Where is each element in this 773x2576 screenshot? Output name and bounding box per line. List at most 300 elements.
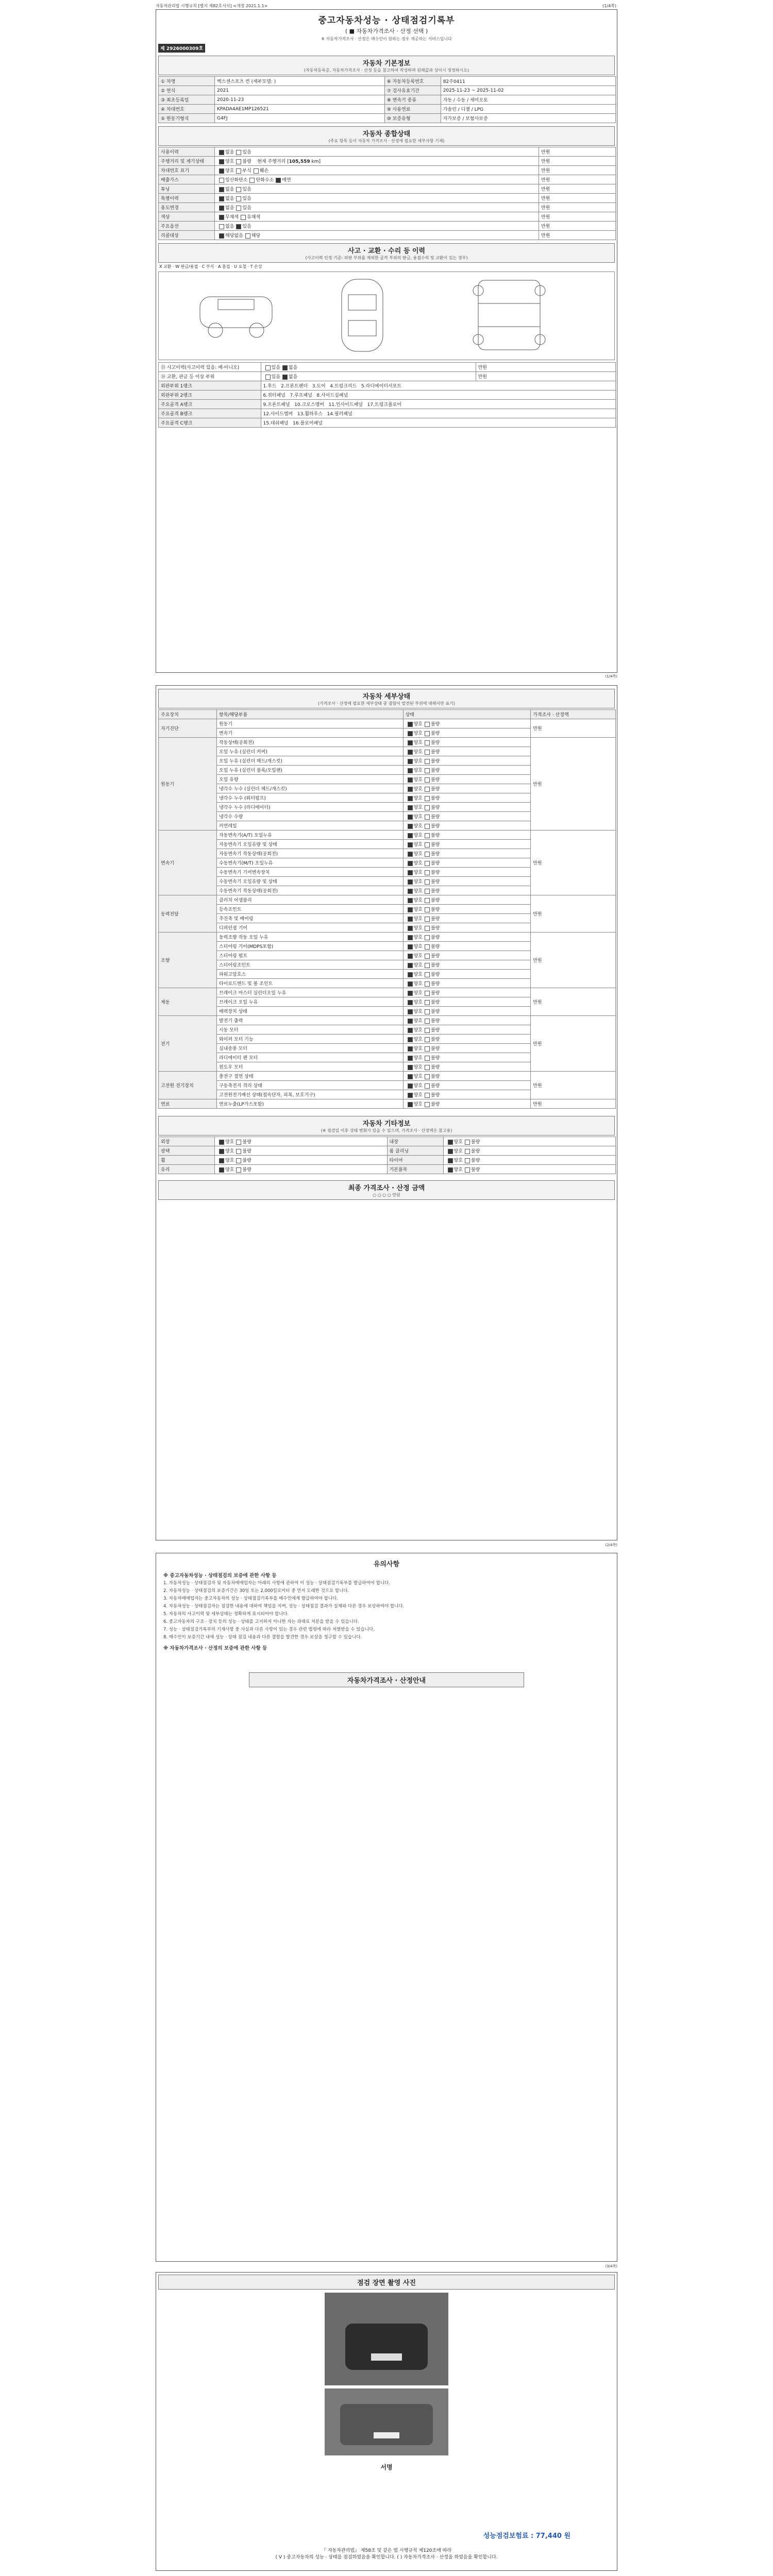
price-cell: 만원 [539,194,616,203]
checkbox[interactable] [425,1009,430,1014]
checkbox[interactable] [408,731,413,736]
status-cell: 양호 불량 [403,728,531,738]
status-cell: 양호 불량 [403,858,531,868]
checkbox[interactable] [408,740,413,745]
column-header: 상태 [403,710,531,719]
table-row [159,372,616,381]
cell: 2021 [215,86,385,95]
checkbox[interactable] [425,889,430,894]
checkbox[interactable] [236,150,241,155]
cell: 자동 / 수동 / 세미오토 [441,95,615,105]
checkbox[interactable] [408,1056,413,1061]
item-label: 브레이크 오일 누유 [216,997,403,1007]
checkbox[interactable] [249,178,255,183]
summary-table [158,147,616,240]
item-label: 발전기 출력 [216,1016,403,1025]
checkbox[interactable] [408,852,413,857]
notice-item: 6. 중고자동차의 구조 · 장치 등의 성능 · 상태를 고지하지 아니한 자는 과태료 처분을 받을 수 있습니다. [163,1619,359,1624]
checkbox[interactable] [425,805,430,810]
section-label: 자기진단 [159,719,217,738]
checkbox[interactable] [219,215,224,220]
checkbox[interactable] [425,750,430,755]
checkbox[interactable] [245,233,250,239]
item-label: 타이어 [387,1156,443,1165]
table-row [159,157,616,166]
status-cell: 양호 불량 [403,905,531,914]
checkbox[interactable] [408,898,413,903]
status-cell: 양호 불량 [403,997,531,1007]
checkbox[interactable] [408,842,413,848]
damage-legend: X 교환 · W 판금/용접 · C 부식 · A 흠집 · U 요철 · T 손상 [159,264,262,269]
checkbox[interactable] [408,722,413,727]
status-cell: 양호 불량 [443,1137,616,1146]
inspection-photo-front [325,2293,448,2385]
checkbox-cell: 있음 없음 [261,363,476,372]
checkbox[interactable] [408,815,413,820]
cell: 외판부위 1랭크 [159,381,261,391]
item-label: 내장 [387,1137,443,1146]
table-row [159,1016,616,1025]
cell: 배출가스 [159,175,215,184]
checkbox[interactable] [219,1140,224,1145]
notice-subheading: ※ 중고자동차성능 · 상태점검의 보증에 관한 사항 등 [163,1573,277,1579]
status-cell: 양호 불량 [403,831,531,840]
cell: 가솔린 / 디젤 / LPG [441,105,615,114]
checkbox[interactable] [219,1149,224,1154]
page-footer: (1/4쪽) [605,674,617,679]
checkbox[interactable] [408,1093,413,1098]
cell: ⑥ 자동차등록번호 [384,77,441,86]
checkbox[interactable] [465,1158,470,1163]
checkbox[interactable] [448,1140,453,1145]
basic-info-note: (자동차등록증, 자동차가격조사 · 산정 등을 참고하여 작성하며 원래값과 상이시 정정하시오) [304,68,469,73]
checkbox[interactable] [254,168,259,174]
checkbox[interactable] [408,759,413,764]
section-label: 연료 [159,1099,217,1109]
checkbox[interactable] [219,196,224,201]
pricing-guide-box: 자동차가격조사 · 산정안내 [249,1672,524,1687]
item-label: 자동변속기 작동상태(공회전) [216,849,403,858]
status-cell: 양호 불량 [403,1072,531,1081]
checkbox[interactable] [236,187,241,192]
car-top-diagram [329,274,396,357]
status-cell: 양호 불량 [403,803,531,812]
item-label: 냉각수 누수 (워터펌프) [216,793,403,803]
checkbox[interactable] [219,150,224,155]
checkbox[interactable] [408,907,413,912]
cell: 외판부위 2랭크 [159,391,261,400]
photo-title: 점검 장면 촬영 사진 [158,2275,615,2290]
checkbox[interactable] [425,1093,430,1098]
footer-statement [156,2547,617,2560]
column-header: 항목/해당부품 [216,710,403,719]
checkbox[interactable] [219,1167,224,1173]
car-frame-diagram [458,275,561,355]
item-label: 충전구 절연 상태 [216,1072,403,1081]
checkbox[interactable] [425,1046,430,1052]
cell: 주요옵션 [159,222,215,231]
price-cell: 만원 [539,203,616,212]
checkbox[interactable] [282,375,288,380]
status-cell: 양호 불량 [403,738,531,747]
notice-item: 3. 자동차매매업자는 중고자동차의 성능 · 상태점검기록부를 매수인에게 발급하여야 합니다. [163,1596,338,1601]
checkbox[interactable] [408,1083,413,1089]
table-row [159,895,616,905]
item-label: 스티어링조인트 [216,960,403,970]
checkbox[interactable] [408,991,413,996]
checkbox[interactable] [408,1074,413,1079]
cell: 차대번호 표기 [159,166,215,175]
checkbox-cell: 없음 있음 [215,194,539,203]
status-cell: 양호 불량 [403,914,531,923]
checkbox[interactable] [425,954,430,959]
car-diagram [158,272,615,360]
cell: ⑦ 검사유효기간 [384,86,441,95]
checkbox[interactable] [425,935,430,940]
insurance-fee: 성능점검보험료 : 77,440 원 [483,2532,570,2540]
checkbox[interactable] [425,722,430,727]
checkbox[interactable] [408,768,413,773]
cell: 색상 [159,212,215,222]
checkbox-cell: 무채색 유채색 [215,212,539,222]
checkbox[interactable] [219,159,224,164]
checkbox[interactable] [425,815,430,820]
signature-label: 서명 [380,2464,393,2471]
checkbox[interactable] [408,861,413,866]
table-row [159,222,616,231]
checkbox[interactable] [219,1158,224,1163]
status-cell: 양호 불량 [215,1156,388,1165]
price-cell: 만원 [539,157,616,166]
other-header [158,1116,615,1136]
item-label: 수동변속기 오일유량 및 상태 [216,877,403,886]
summary-header [158,126,615,146]
price-cell: 만원 [531,831,616,895]
document-title-block [156,10,617,42]
table-row [159,184,616,194]
checkbox[interactable] [219,178,224,183]
table-row [159,988,616,997]
item-label: 디퍼런셜 기어 [216,923,403,933]
status-cell: 양호 불량 [403,812,531,821]
item-label: 추진축 및 베어링 [216,914,403,923]
status-cell: 양호 불량 [403,979,531,988]
mileage-cell: 양호 불량 현재 주행거리 [105,559 km] [215,157,539,166]
cell: 9.프론트패널 10.크로스멤버 11.인사이드패널 17.트렁크플로어 [261,400,615,409]
checkbox[interactable] [448,1167,453,1173]
checkbox[interactable] [282,365,288,370]
table-row [159,175,616,184]
checkbox[interactable] [425,1083,430,1089]
page-2 [156,685,617,1540]
summary-heading: 자동차 종합상태 [362,130,411,138]
status-cell: 양호 불량 [403,960,531,970]
checkbox[interactable] [425,777,430,783]
checkbox[interactable] [236,196,241,201]
status-cell: 양호 불량 [403,951,531,960]
checkbox[interactable] [408,972,413,977]
car-side-diagram [190,276,282,353]
checkbox[interactable] [425,898,430,903]
document-subtitle: ( ■ 자동차가격조사 · 산정 선택 ) [345,28,428,35]
cell: 주요골격 A랭크 [159,400,261,409]
notice-subheading: ※ 자동차가격조사 · 산정의 보증에 관한 사항 등 [163,1646,267,1651]
checkbox[interactable] [425,759,430,764]
checkbox[interactable] [408,963,413,968]
cell: ① 차명 [159,77,215,86]
cell: ⑩ 보증유형 [384,114,441,123]
status-cell: 양호 불량 [403,886,531,895]
price-cell: 만원 [531,1016,616,1072]
checkbox[interactable] [408,1019,413,1024]
cell: 15.대쉬패널 16.플로어패널 [261,418,615,428]
notice-item: 1. 자동차성능 · 상태점검자 및 자동차매매업자는 아래의 사항에 관하여 이 성능 · 상태점검기록부를 발급하여야 합니다. [163,1581,390,1586]
cell: ⑧ 변속기 종류 [384,95,441,105]
checkbox[interactable] [408,750,413,755]
checkbox[interactable] [219,187,224,192]
price-cell: 만원 [539,166,616,175]
table-row [159,738,616,747]
item-label: 윈도우 모터 [216,1062,403,1072]
checkbox[interactable] [265,365,271,370]
checkbox[interactable] [465,1149,470,1154]
section-label: 동력전달 [159,895,217,933]
table-row [159,719,616,728]
item-label: 오일 누유 (실린더 헤드/개스킷) [216,756,403,766]
item-label: 원동기 [216,719,403,728]
status-cell: 양호 불량 [403,895,531,905]
checkbox[interactable] [425,972,430,977]
checkbox[interactable] [408,796,413,801]
item-label: 브레이크 마스터 실린더오일 누유 [216,988,403,997]
table-row [159,409,616,418]
table-row [159,77,616,86]
status-cell: 양호 불량 [403,942,531,951]
checkbox[interactable] [465,1167,470,1173]
document-number: 제 2926000309호 [158,44,205,53]
cell: 1.후드 2.프론트펜더 3.도어 4.트렁크리드 5.라디에이터서포트 [261,381,615,391]
checkbox[interactable] [236,1167,241,1173]
item-label: 자동변속기 오일유량 및 상태 [216,840,403,849]
cell: 용도변경 [159,203,215,212]
checkbox[interactable] [408,870,413,875]
checkbox[interactable] [241,215,246,220]
cell: G4FJ [215,114,385,123]
checkbox[interactable] [425,944,430,950]
item-label: 고전원전기배선 상태(접속단자, 피복, 보호기구) [216,1090,403,1099]
basic-info-table [158,76,616,123]
checkbox[interactable] [425,1074,430,1079]
checkbox[interactable] [408,879,413,885]
item-label: 변속기 [216,728,403,738]
item-label: 파워고압호스 [216,970,403,979]
checkbox[interactable] [236,1158,241,1163]
item-label: 냉각수 누수 (라디에이터) [216,803,403,812]
checkbox[interactable] [425,842,430,848]
checkbox[interactable] [425,787,430,792]
checkbox[interactable] [408,981,413,987]
checkbox[interactable] [425,907,430,912]
table-row [159,391,616,400]
checkbox[interactable] [425,1028,430,1033]
page-3 [156,1553,617,2262]
cell: 벡스센스포츠 컨 (세부모델: ) [215,77,385,86]
checkbox[interactable] [425,852,430,857]
status-cell: 양호 불량 [215,1137,388,1146]
cell: 특별이력 [159,194,215,203]
cell: ③ 최초등록일 [159,95,215,105]
item-label: 커먼레일 [216,821,403,831]
checkbox[interactable] [408,1028,413,1033]
checkbox[interactable] [425,981,430,987]
other-note: (※ 점검일 이후 상태 변화가 있을 수 있으며, 가격조사 · 산정액은 참고용) [321,1128,452,1133]
checkbox[interactable] [425,796,430,801]
checkbox[interactable] [425,731,430,736]
cell: 2020-11-23 [215,95,385,105]
table-row [159,1099,616,1109]
status-cell: 양호 불량 [403,793,531,803]
checkbox[interactable] [425,963,430,968]
status-cell: 양호 불량 [403,1016,531,1025]
price-cell: 만원 [531,719,616,738]
checkbox[interactable] [408,926,413,931]
section-label: 원동기 [159,738,217,831]
checkbox[interactable] [408,1000,413,1005]
item-label: 구동축전지 격리 상태 [216,1081,403,1090]
cell: 12.사이드멤버 13.휠하우스 14.필러패널 [261,409,615,418]
checkbox-cell: 있음 없음 [261,372,476,381]
status-cell: 양호 불량 [403,1035,531,1044]
status-cell: 양호 불량 [403,840,531,849]
table-row [159,1156,616,1165]
checkbox[interactable] [236,159,241,164]
price-cell: 만원 [539,222,616,231]
table-row [159,231,616,240]
checkbox[interactable] [465,1140,470,1145]
page-4 [156,2272,617,2571]
notice-item: 4. 자동차성능 · 상태점검자는 점검한 내용에 대하여 책임을 지며, 성능 · 상태점검 결과가 실제와 다른 경우 보상하여야 합니다. [163,1604,405,1609]
document-subnote: ※ 자동차가격조사 · 산정은 매수인이 원하는 경우 제공하는 서비스입니다 [321,37,452,41]
table-row [159,1137,616,1146]
price-cell: 만원 [476,372,615,381]
checkbox[interactable] [408,944,413,950]
checkbox[interactable] [448,1158,453,1163]
accident-table [158,362,616,428]
checkbox[interactable] [425,1019,430,1024]
status-cell: 양호 불량 [403,1044,531,1053]
checkbox[interactable] [236,206,241,211]
checkbox[interactable] [408,954,413,959]
page-footer: (3/4쪽) [605,2264,617,2268]
checkbox[interactable] [408,833,413,838]
checkbox[interactable] [425,768,430,773]
item-label: 실내송풍 모터 [216,1044,403,1053]
checkbox[interactable] [408,777,413,783]
checkbox[interactable] [425,861,430,866]
cell: ⑭ 교환, 판금 등 이상 부위 [159,372,261,381]
cell: ⑬ 사고이력(사고이력 있음: 예·아니오) [159,363,261,372]
checkbox[interactable] [408,824,413,829]
cell: 주요골격 C랭크 [159,418,261,428]
checkbox[interactable] [425,1000,430,1005]
page-header-left: 자동차관리법 시행규칙 [별지 제82호서식] <개정 2021.1.1> [156,4,268,8]
checkbox[interactable] [219,224,224,229]
checkbox[interactable] [425,926,430,931]
fee-header [158,1180,615,1200]
item-label: 오일 누유 (실린더 커버) [216,747,403,756]
checkbox[interactable] [408,1009,413,1014]
inspection-photo-rear [325,2388,448,2455]
checkbox[interactable] [236,168,241,174]
item-label: 클러치 어셈블리 [216,895,403,905]
checkbox[interactable] [408,1046,413,1052]
checkbox[interactable] [408,1065,413,1070]
checkbox[interactable] [425,1102,430,1107]
checkbox[interactable] [276,178,281,183]
checkbox[interactable] [425,1065,430,1070]
checkbox[interactable] [425,824,430,829]
checkbox[interactable] [408,917,413,922]
status-cell: 양호 불량 [443,1146,616,1156]
checkbox[interactable] [448,1149,453,1154]
status-cell: 양호 불량 [215,1146,388,1156]
page-footer: (2/4쪽) [605,1543,617,1547]
checkbox[interactable] [425,870,430,875]
fee-note: ○ ○ ○ ○ 만원 [373,1193,400,1197]
checkbox[interactable] [425,879,430,885]
cell: 리콜대상 [159,231,215,240]
checkbox[interactable] [219,206,224,211]
checkbox[interactable] [265,375,271,380]
checkbox[interactable] [408,787,413,792]
status-cell: 양호 불량 [403,868,531,877]
price-cell: 만원 [539,175,616,184]
checkbox[interactable] [219,233,224,239]
item-label: 휠 [159,1156,215,1165]
status-cell: 양호 불량 [403,877,531,886]
status-cell: 양호 불량 [443,1165,616,1174]
checkbox[interactable] [408,805,413,810]
checkbox[interactable] [425,917,430,922]
checkbox[interactable] [219,168,224,174]
checkbox[interactable] [408,889,413,894]
status-cell: 양호 불량 [403,988,531,997]
table-row [159,1146,616,1156]
checkbox[interactable] [236,1140,241,1145]
checkbox[interactable] [425,1037,430,1042]
checkbox[interactable] [408,1037,413,1042]
checkbox[interactable] [425,833,430,838]
status-cell: 양호 불량 [403,1062,531,1072]
price-cell: 만원 [539,147,616,157]
checkbox[interactable] [236,1149,241,1154]
checkbox[interactable] [408,1102,413,1107]
checkbox[interactable] [425,740,430,745]
price-cell: 만원 [539,184,616,194]
checkbox[interactable] [408,935,413,940]
notice-item: 2. 자동차성능 · 상태점검의 보증기간은 30일 또는 2,000킬로미터 중 먼저 도래한 것으로 합니다. [163,1588,349,1594]
checkbox[interactable] [425,1056,430,1061]
status-cell: 양호 불량 [443,1156,616,1165]
checkbox[interactable] [425,991,430,996]
status-cell: 양호 불량 [403,821,531,831]
column-header: 주요장치 [159,710,217,719]
summary-note: (주요 항목 등이 자동차 가격조사 · 산정에 필요한 세부사항 기재) [328,139,445,143]
item-label: 와이퍼 모터 기능 [216,1035,403,1044]
section-label: 조향 [159,933,217,988]
checkbox[interactable] [236,224,241,229]
table-row [159,418,616,428]
